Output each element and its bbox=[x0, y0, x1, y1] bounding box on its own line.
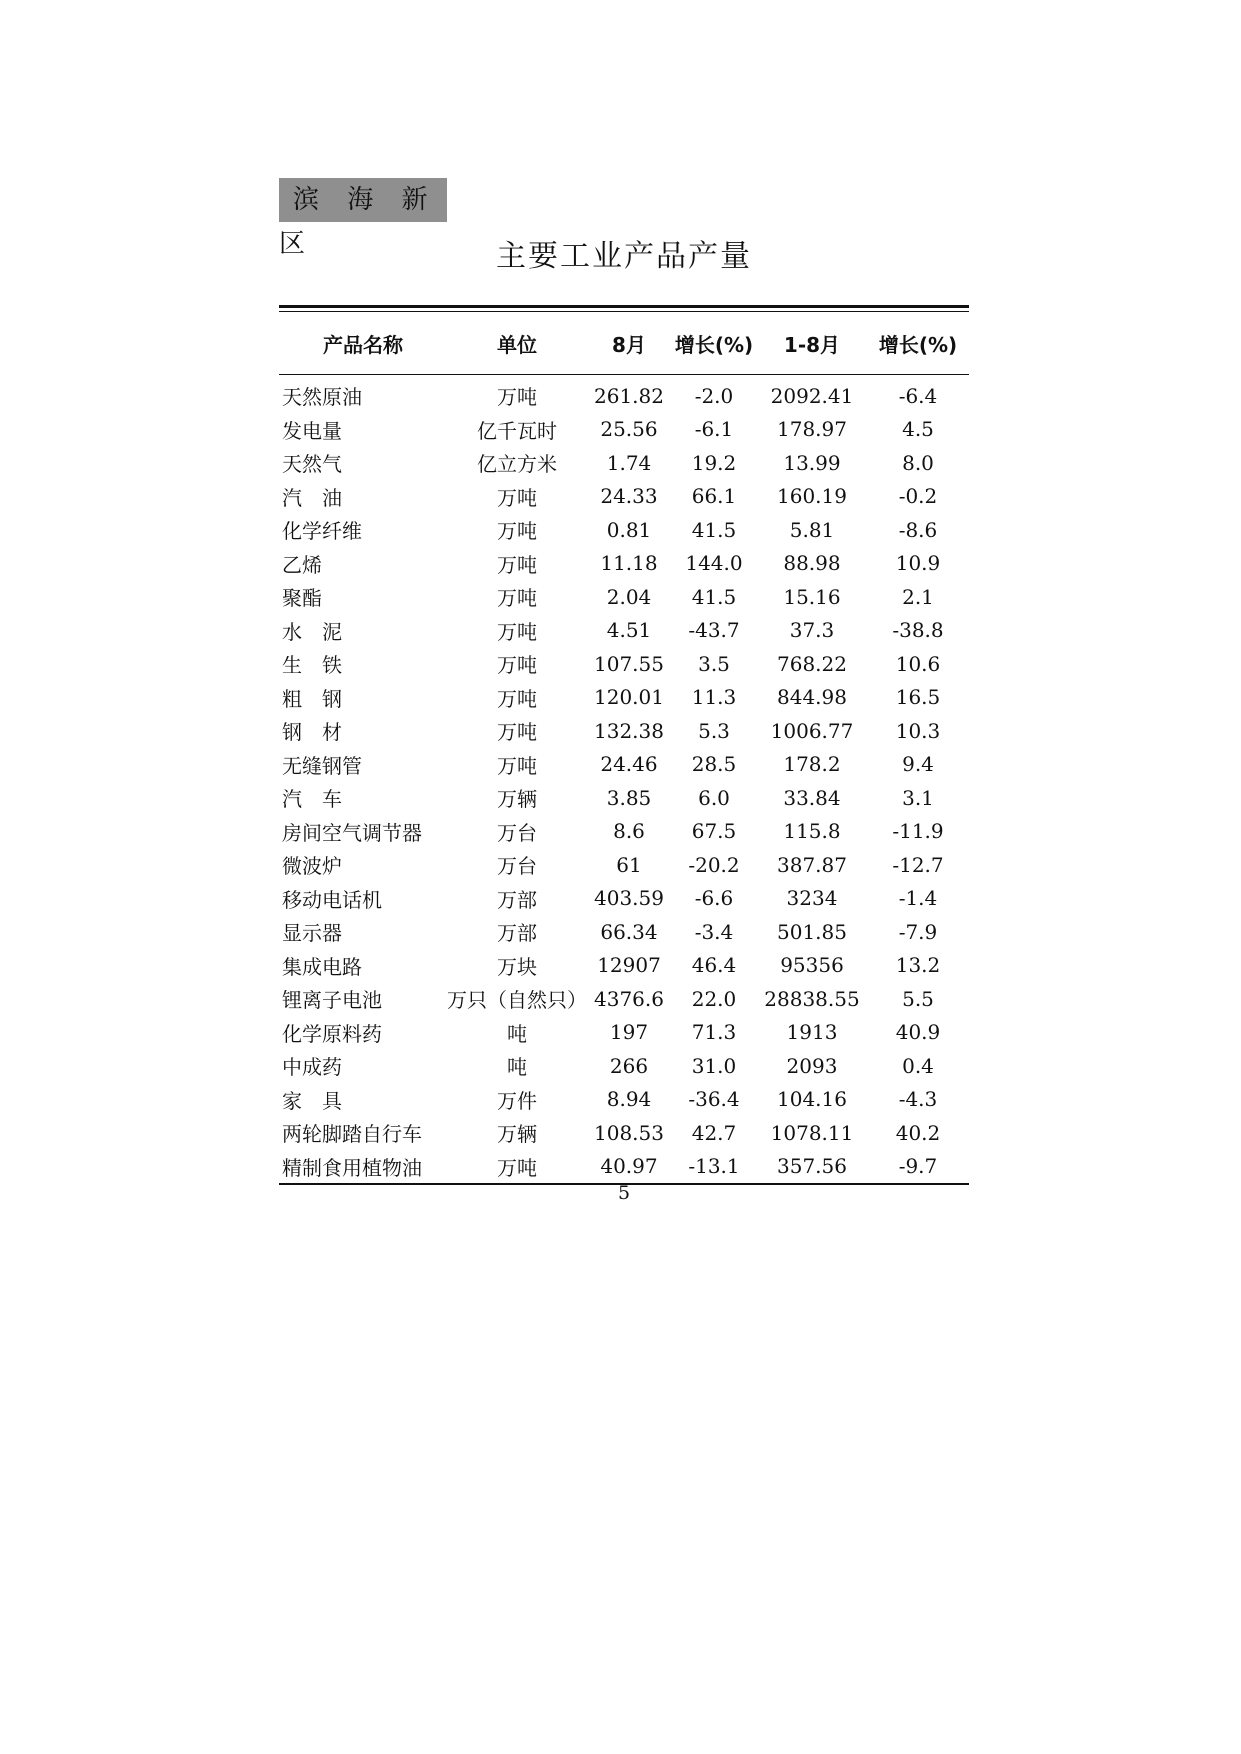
unit-cell: 万吨 bbox=[497, 385, 537, 410]
month-value-cell: 24.33 bbox=[600, 484, 658, 509]
unit-cell: 万吨 bbox=[497, 586, 537, 611]
month-growth-cell: 66.1 bbox=[691, 484, 737, 509]
table-row bbox=[279, 748, 969, 782]
ytd-growth-cell: 8.0 bbox=[902, 450, 934, 475]
month-value-cell: 3.85 bbox=[606, 785, 652, 810]
month-growth-cell: 144.0 bbox=[685, 551, 743, 576]
page-number: 5 bbox=[617, 1182, 631, 1204]
ytd-growth-cell: -4.3 bbox=[898, 1087, 938, 1112]
product-name-cell: 微波炉 bbox=[282, 854, 342, 879]
ytd-growth-cell: 9.4 bbox=[902, 752, 934, 777]
product-name-cell: 显示器 bbox=[282, 921, 342, 946]
table-row bbox=[279, 915, 969, 949]
unit-cell: 万吨 bbox=[497, 1155, 537, 1180]
ytd-value-cell: 1078.11 bbox=[770, 1120, 854, 1145]
month-value-cell: 120.01 bbox=[594, 685, 664, 710]
ytd-value-cell: 3234 bbox=[786, 886, 838, 911]
unit-cell: 万吨 bbox=[497, 485, 537, 510]
table-row bbox=[279, 681, 969, 715]
table-row bbox=[279, 982, 969, 1016]
unit-cell: 万只（自然只） bbox=[447, 988, 587, 1013]
product-name-cell: 中成药 bbox=[282, 1055, 342, 1080]
header-row bbox=[279, 312, 969, 375]
unit-cell: 万件 bbox=[497, 1088, 537, 1113]
table-row bbox=[279, 375, 969, 413]
ytd-value-cell: 2093 bbox=[786, 1053, 838, 1078]
month-growth-cell: 5.3 bbox=[698, 718, 730, 743]
month-value-cell: 2.04 bbox=[606, 584, 652, 609]
ytd-value-cell: 13.99 bbox=[783, 450, 841, 475]
product-name-cell: 汽 油 bbox=[282, 485, 342, 510]
month-value-cell: 4376.6 bbox=[594, 986, 664, 1011]
ytd-growth-cell: 40.9 bbox=[895, 1020, 941, 1045]
table-row bbox=[279, 882, 969, 916]
ytd-value-cell: 768.22 bbox=[777, 651, 847, 676]
month-growth-cell: 42.7 bbox=[691, 1120, 737, 1145]
month-value-cell: 261.82 bbox=[594, 383, 664, 408]
table-row bbox=[279, 1016, 969, 1050]
month-growth-cell: 3.5 bbox=[698, 651, 730, 676]
month-value-cell: 66.34 bbox=[600, 919, 658, 944]
ytd-growth-cell: -7.9 bbox=[898, 919, 938, 944]
month-growth-cell: 11.3 bbox=[691, 685, 737, 710]
month-value-cell: 11.18 bbox=[600, 551, 658, 576]
ytd-value-cell: 95356 bbox=[780, 953, 844, 978]
product-name-cell: 粗 钢 bbox=[282, 686, 342, 711]
month-value-cell: 107.55 bbox=[594, 651, 664, 676]
month-growth-cell: 67.5 bbox=[691, 819, 737, 844]
header-ytd: 1-8月 bbox=[757, 312, 867, 375]
ytd-growth-cell: 10.3 bbox=[895, 718, 941, 743]
unit-cell: 亿千瓦时 bbox=[477, 418, 557, 443]
ytd-value-cell: 5.81 bbox=[789, 517, 835, 542]
ytd-growth-cell: 10.6 bbox=[895, 651, 941, 676]
product-name-cell: 化学原料药 bbox=[282, 1021, 382, 1046]
table-row bbox=[279, 547, 969, 581]
month-growth-cell: 46.4 bbox=[691, 953, 737, 978]
unit-cell: 万台 bbox=[497, 854, 537, 879]
month-value-cell: 108.53 bbox=[594, 1120, 664, 1145]
table-row bbox=[279, 848, 969, 882]
ytd-value-cell: 178.2 bbox=[783, 752, 841, 777]
ytd-growth-cell: 2.1 bbox=[902, 584, 934, 609]
ytd-value-cell: 501.85 bbox=[777, 919, 847, 944]
month-value-cell: 40.97 bbox=[600, 1154, 658, 1179]
month-growth-cell: -6.1 bbox=[694, 417, 734, 442]
ytd-growth-cell: -38.8 bbox=[892, 618, 944, 643]
unit-cell: 万部 bbox=[497, 887, 537, 912]
product-name-cell: 两轮脚踏自行车 bbox=[282, 1122, 422, 1147]
month-growth-cell: 41.5 bbox=[691, 584, 737, 609]
month-growth-cell: -43.7 bbox=[688, 618, 740, 643]
ytd-value-cell: 37.3 bbox=[789, 618, 835, 643]
product-name-cell: 无缝钢管 bbox=[282, 753, 362, 778]
table-row bbox=[279, 949, 969, 983]
ytd-growth-cell: -11.9 bbox=[892, 819, 944, 844]
header-month-growth: 增长(%) bbox=[671, 312, 757, 375]
ytd-value-cell: 115.8 bbox=[783, 819, 841, 844]
product-name-cell: 生 铁 bbox=[282, 653, 342, 678]
product-name-cell: 水 泥 bbox=[282, 619, 342, 644]
unit-cell: 万台 bbox=[497, 820, 537, 845]
month-growth-cell: 71.3 bbox=[691, 1020, 737, 1045]
table-row bbox=[279, 446, 969, 480]
table-row bbox=[279, 614, 969, 648]
ytd-growth-cell: 40.2 bbox=[895, 1120, 941, 1145]
ytd-value-cell: 15.16 bbox=[783, 584, 841, 609]
month-value-cell: 403.59 bbox=[594, 886, 664, 911]
table-row bbox=[279, 1150, 969, 1184]
production-table bbox=[279, 312, 969, 1183]
product-name-cell: 天然气 bbox=[282, 452, 342, 477]
month-value-cell: 8.6 bbox=[613, 819, 645, 844]
unit-cell: 万吨 bbox=[497, 653, 537, 678]
table-row bbox=[279, 815, 969, 849]
ytd-growth-cell: 16.5 bbox=[895, 685, 941, 710]
table-row bbox=[279, 413, 969, 447]
month-value-cell: 25.56 bbox=[600, 417, 658, 442]
product-name-cell: 移动电话机 bbox=[282, 887, 382, 912]
ytd-value-cell: 28838.55 bbox=[764, 986, 860, 1011]
month-value-cell: 0.81 bbox=[606, 517, 652, 542]
ytd-growth-cell: -9.7 bbox=[898, 1154, 938, 1179]
month-growth-cell: -20.2 bbox=[688, 852, 740, 877]
month-growth-cell: 28.5 bbox=[691, 752, 737, 777]
product-name-cell: 房间空气调节器 bbox=[282, 820, 422, 845]
month-value-cell: 12907 bbox=[597, 953, 661, 978]
unit-cell: 亿立方米 bbox=[477, 452, 557, 477]
header-unit: 单位 bbox=[447, 312, 587, 375]
product-name-cell: 聚酯 bbox=[282, 586, 322, 611]
table-row bbox=[279, 781, 969, 815]
table-row bbox=[279, 480, 969, 514]
month-growth-cell: -3.4 bbox=[694, 919, 734, 944]
table-row bbox=[279, 580, 969, 614]
ytd-growth-cell: -8.6 bbox=[898, 517, 938, 542]
ytd-growth-cell: -1.4 bbox=[898, 886, 938, 911]
ytd-value-cell: 2092.41 bbox=[770, 383, 854, 408]
product-name-cell: 乙烯 bbox=[282, 552, 322, 577]
unit-cell: 万吨 bbox=[497, 552, 537, 577]
ytd-value-cell: 160.19 bbox=[777, 484, 847, 509]
unit-cell: 万吨 bbox=[497, 519, 537, 544]
ytd-growth-cell: -0.2 bbox=[898, 484, 938, 509]
product-name-cell: 锂离子电池 bbox=[282, 988, 382, 1013]
month-growth-cell: -6.6 bbox=[694, 886, 734, 911]
product-name-cell: 家 具 bbox=[282, 1088, 342, 1113]
ytd-value-cell: 178.97 bbox=[777, 417, 847, 442]
region-tag: 滨 海 新 区 bbox=[279, 178, 447, 222]
table-body bbox=[279, 375, 969, 1184]
month-growth-cell: -2.0 bbox=[694, 383, 734, 408]
production-table-container bbox=[279, 305, 969, 1185]
table-row bbox=[279, 1116, 969, 1150]
ytd-value-cell: 104.16 bbox=[777, 1087, 847, 1112]
month-growth-cell: -13.1 bbox=[688, 1154, 740, 1179]
product-name-cell: 钢 材 bbox=[282, 720, 342, 745]
header-month: 8月 bbox=[587, 312, 671, 375]
table-row bbox=[279, 1083, 969, 1117]
product-name-cell: 精制食用植物油 bbox=[282, 1155, 422, 1180]
unit-cell: 万部 bbox=[497, 921, 537, 946]
ytd-growth-cell: 5.5 bbox=[902, 986, 934, 1011]
ytd-value-cell: 1006.77 bbox=[770, 718, 854, 743]
unit-cell: 吨 bbox=[507, 1055, 527, 1080]
table-row bbox=[279, 647, 969, 681]
ytd-value-cell: 1913 bbox=[786, 1020, 838, 1045]
page-title: 主要工业产品产量 bbox=[496, 239, 752, 274]
ytd-growth-cell: -6.4 bbox=[898, 383, 938, 408]
ytd-value-cell: 33.84 bbox=[783, 785, 841, 810]
month-value-cell: 266 bbox=[609, 1053, 649, 1078]
ytd-growth-cell: -12.7 bbox=[892, 852, 944, 877]
product-name-cell: 汽 车 bbox=[282, 787, 342, 812]
unit-cell: 万辆 bbox=[497, 787, 537, 812]
table-row bbox=[279, 714, 969, 748]
unit-cell: 万块 bbox=[497, 954, 537, 979]
table-row bbox=[279, 1049, 969, 1083]
ytd-growth-cell: 4.5 bbox=[902, 417, 934, 442]
month-value-cell: 132.38 bbox=[594, 718, 664, 743]
month-value-cell: 8.94 bbox=[606, 1087, 652, 1112]
header-product-name: 产品名称 bbox=[279, 312, 447, 375]
product-name-cell: 化学纤维 bbox=[282, 519, 362, 544]
product-name-cell: 集成电路 bbox=[282, 954, 362, 979]
product-name-cell: 天然原油 bbox=[282, 385, 362, 410]
ytd-value-cell: 357.56 bbox=[777, 1154, 847, 1179]
month-value-cell: 24.46 bbox=[600, 752, 658, 777]
unit-cell: 万辆 bbox=[497, 1122, 537, 1147]
month-value-cell: 197 bbox=[609, 1020, 649, 1045]
month-value-cell: 4.51 bbox=[606, 618, 652, 643]
unit-cell: 万吨 bbox=[497, 753, 537, 778]
ytd-value-cell: 88.98 bbox=[783, 551, 841, 576]
ytd-value-cell: 387.87 bbox=[777, 852, 847, 877]
month-growth-cell: 6.0 bbox=[698, 785, 730, 810]
table-header bbox=[279, 312, 969, 375]
table-top-rule-thick bbox=[279, 305, 969, 308]
header-ytd-growth: 增长(%) bbox=[867, 312, 969, 375]
ytd-growth-cell: 3.1 bbox=[902, 785, 934, 810]
month-growth-cell: 31.0 bbox=[691, 1053, 737, 1078]
unit-cell: 万吨 bbox=[497, 619, 537, 644]
ytd-growth-cell: 10.9 bbox=[895, 551, 941, 576]
unit-cell: 吨 bbox=[507, 1021, 527, 1046]
ytd-growth-cell: 13.2 bbox=[895, 953, 941, 978]
month-growth-cell: -36.4 bbox=[688, 1087, 740, 1112]
ytd-growth-cell: 0.4 bbox=[902, 1053, 934, 1078]
month-value-cell: 1.74 bbox=[606, 450, 652, 475]
ytd-value-cell: 844.98 bbox=[777, 685, 847, 710]
product-name-cell: 发电量 bbox=[282, 418, 342, 443]
unit-cell: 万吨 bbox=[497, 686, 537, 711]
table-row bbox=[279, 513, 969, 547]
month-growth-cell: 22.0 bbox=[691, 986, 737, 1011]
unit-cell: 万吨 bbox=[497, 720, 537, 745]
month-value-cell: 61 bbox=[616, 852, 642, 877]
month-growth-cell: 19.2 bbox=[691, 450, 737, 475]
month-growth-cell: 41.5 bbox=[691, 517, 737, 542]
